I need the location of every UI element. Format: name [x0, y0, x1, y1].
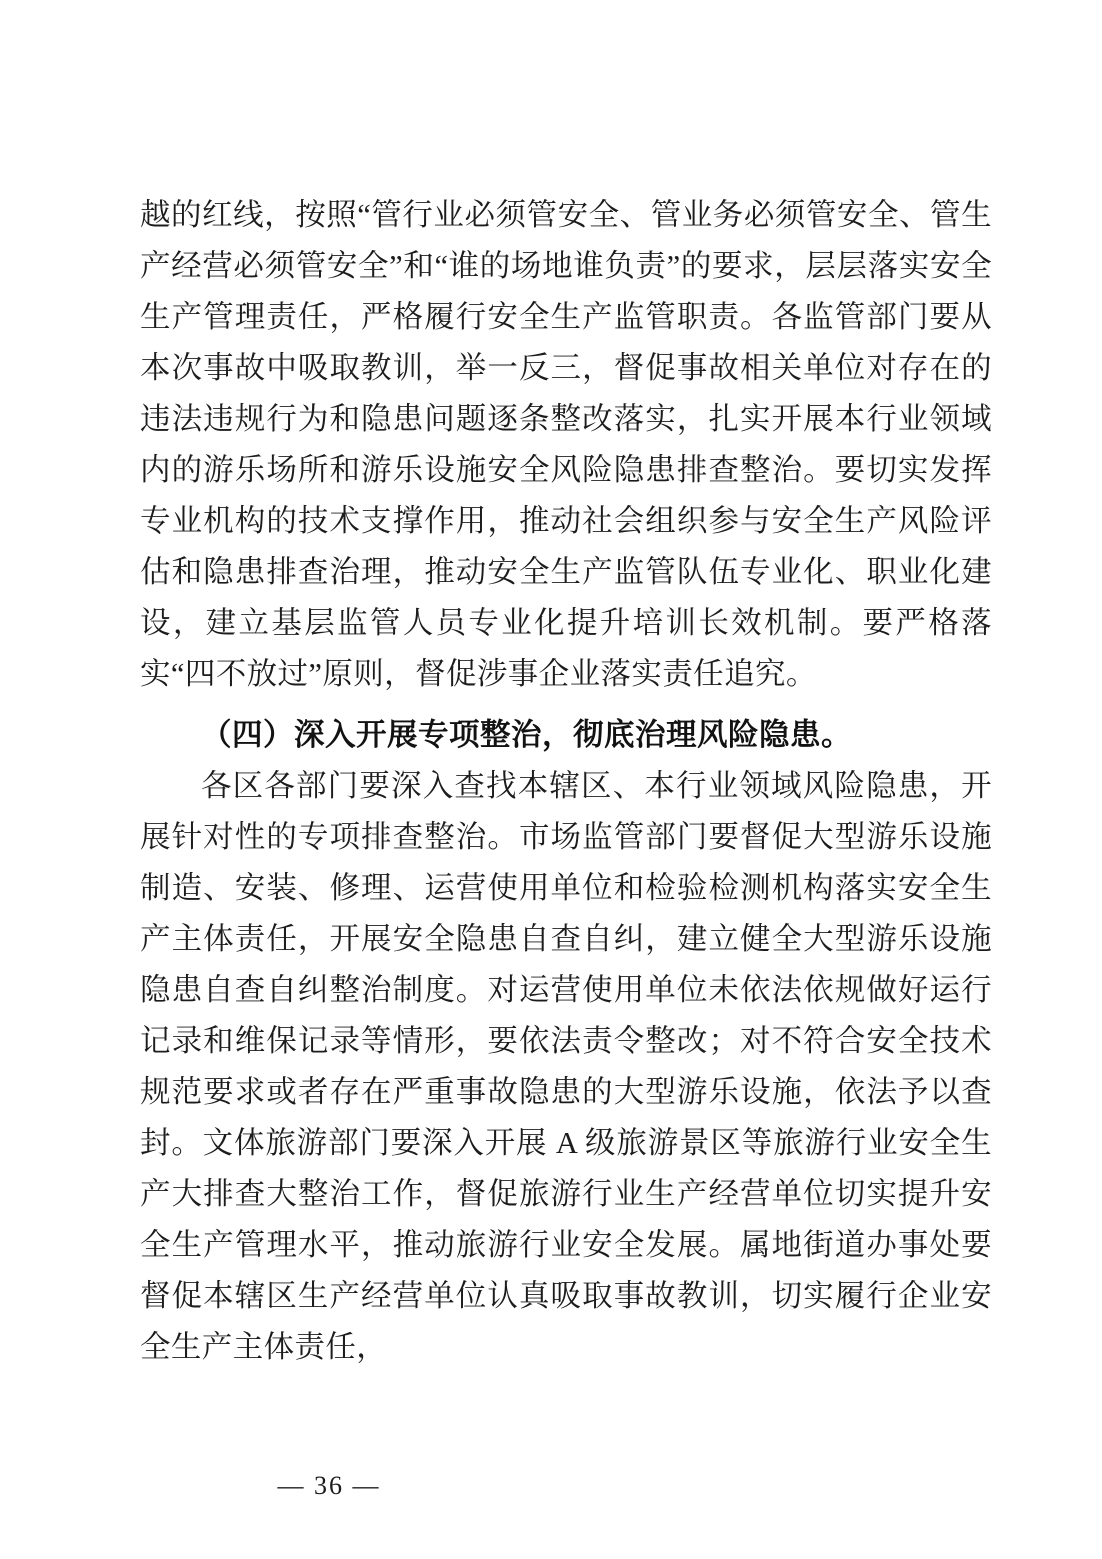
paragraph-continuation: 越的红线，按照“管行业必须管安全、管业务必须管安全、管生产经营必须管安全”和“谁的场地谁负责”的要求，层层落实安全生产管理责任，严格履行安全生产监管职责。各监管部门要从本次事故中吸取教训，举一反三，督促事故相关单位对存在的违法违规行为和隐患问题逐条整改落实，扎实开展本行业领域内的游乐场所和游乐设施安全风险隐患排查整治。要切实发挥专业机构的技术支撑作用，推动社会组织参与安全生产风险评估和隐患排查治理，推动安全生产监管队伍专业化、职业化建设，建立基层监管人员专业化提升培训长效机制。要严格落实“四不放过”原则，督促涉事企业落实责任追究。 [140, 198, 992, 691]
page-number [0, 1471, 1102, 1501]
page-number-value: — 36 — [277, 1471, 381, 1500]
document-body [140, 190, 992, 1373]
paragraph-section-four-body: 各区各部门要深入查找本辖区、本行业领域风险隐患，开展针对性的专项排查整治。市场监管部门要督促大型游乐设施制造、安装、修理、运营使用单位和检验检测机构落实安全生产主体责任，开展安全隐患自查自纠，建立健全大型游乐设施隐患自查自纠整治制度。对运营使用单位未依法依规做好运行记录和维保记录等情形，要依法责令整改；对不符合安全技术规范要求或者存在严重事故隐患的大型游乐设施，依法予以查封。文体旅游部门要深入开展 A 级旅游景区等旅游行业安全生产大排查大整治工作，督促旅游行业生产经营单位切实提升安全生产管理水平，推动旅游行业安全发展。属地街道办事处要督促本辖区生产经营单位认真吸取事故教训，切实履行企业安全生产主体责任， [140, 769, 992, 1364]
section-heading-four: （四）深入开展专项整治，彻底治理风险隐患。 [201, 718, 852, 752]
